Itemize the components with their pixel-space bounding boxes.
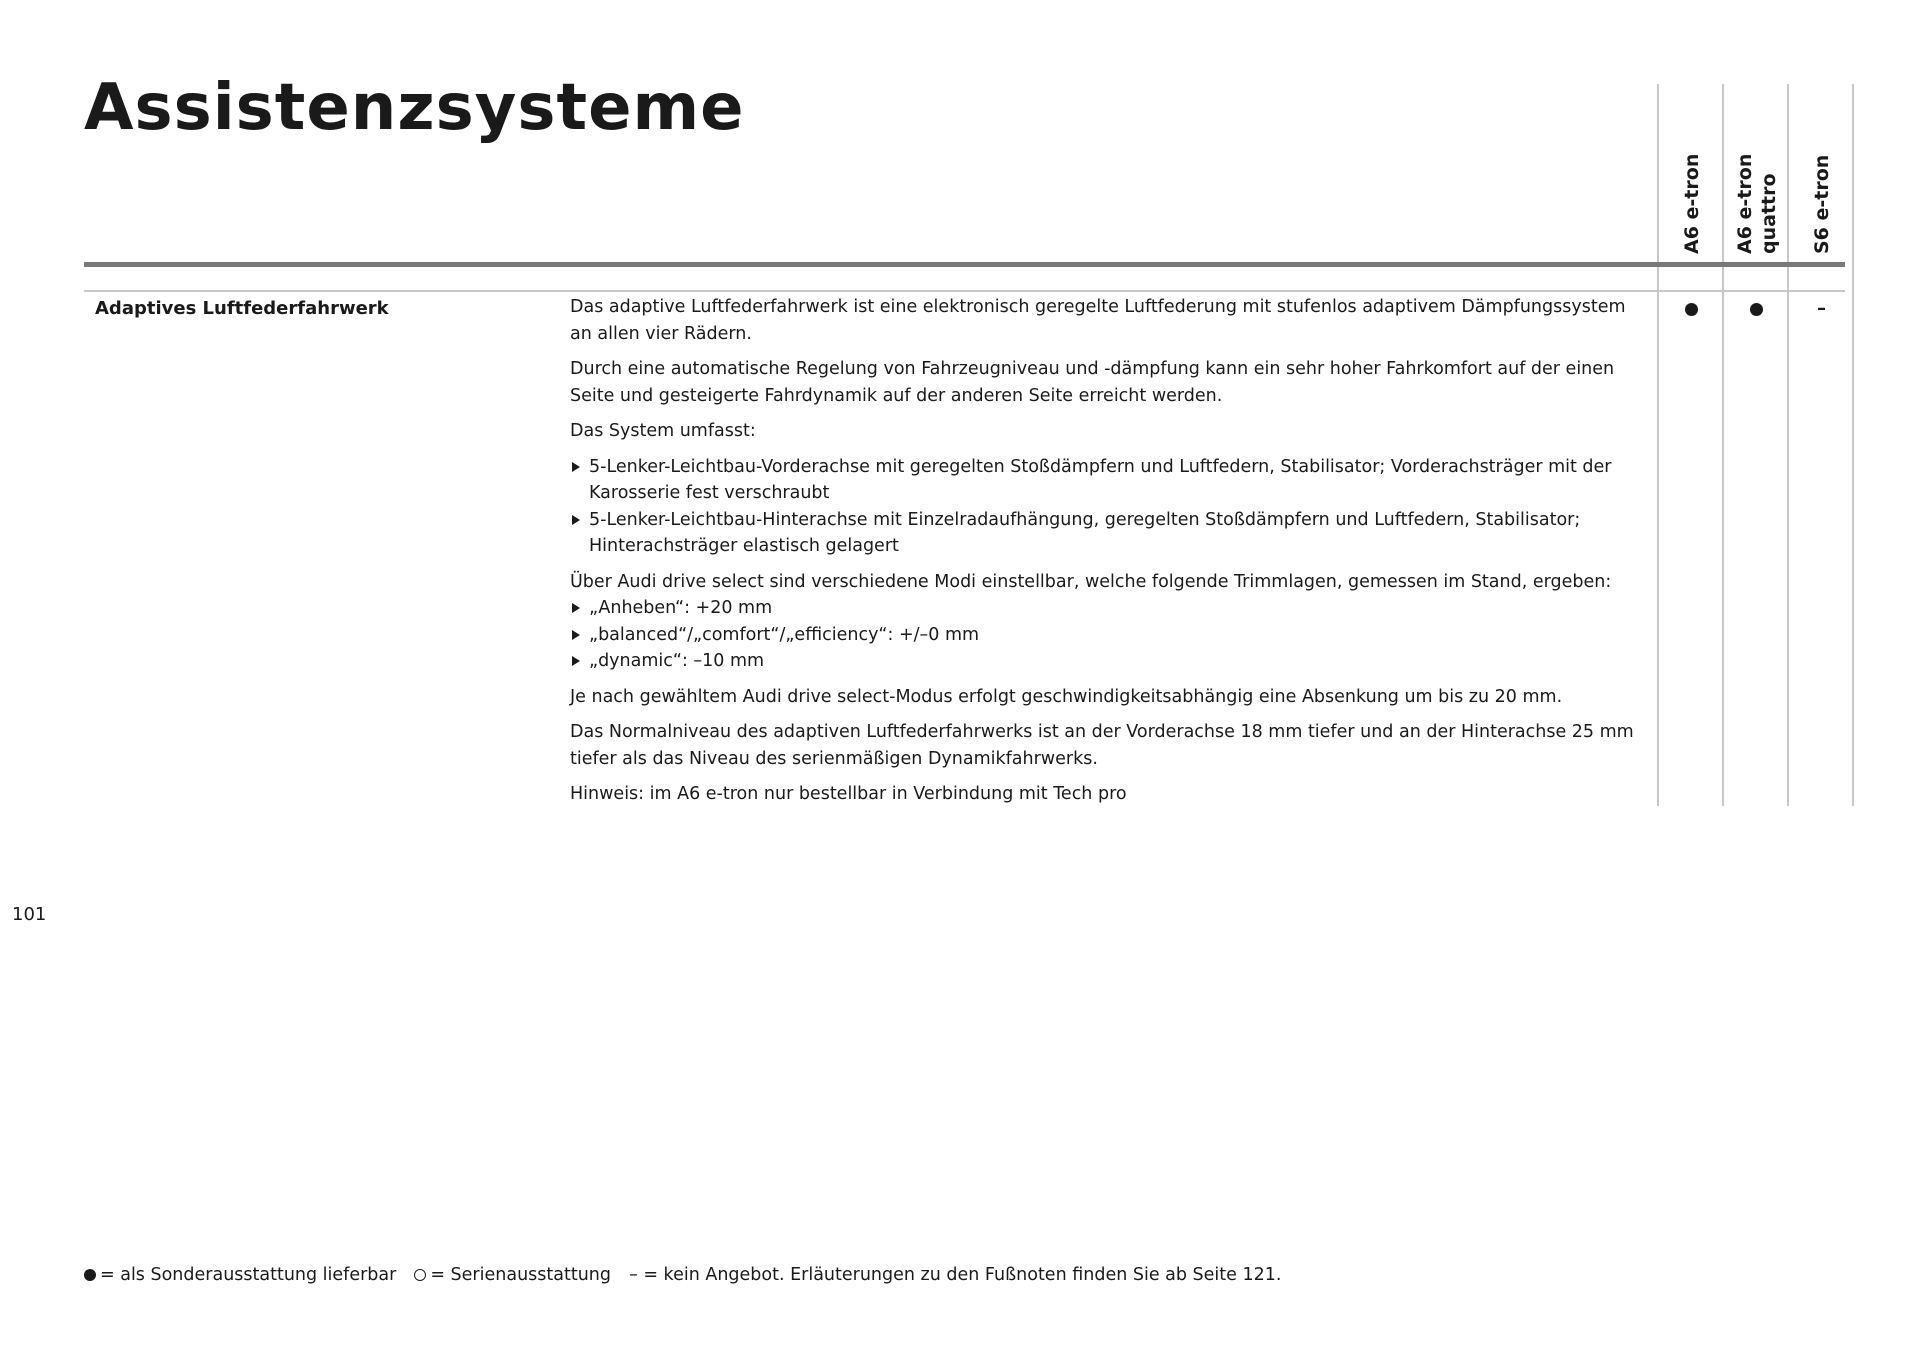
legend-dash: – <box>629 1265 638 1285</box>
optional-dot-icon <box>1685 303 1698 316</box>
row-rule <box>84 290 1845 292</box>
availability-s6-etron: – <box>1817 298 1826 319</box>
column-header-label: A6 e-tron quattro <box>1733 153 1780 254</box>
list-item: 5-Lenker-Leichtbau-Hinterachse mit Einzelradaufhängung, geregelten Stoßdämpfern und Luftfedern, Stabilisator; Hinterachsträger elastisch gelagert <box>570 507 1640 560</box>
column-header-label: S6 e-tron <box>1810 154 1833 254</box>
column-header-a6-etron <box>1659 84 1724 262</box>
description-paragraph: Je nach gewähltem Audi drive select-Modus erfolgt geschwindigkeitsabhängig eine Absenkung um bis zu 20 mm. <box>570 686 1563 707</box>
column-header-s6-etron <box>1789 84 1854 262</box>
list-item: „balanced“/„comfort“/„efficiency“: +/–0 mm <box>570 622 1640 649</box>
trim-levels-list <box>570 595 1640 675</box>
optional-dot-icon <box>1750 303 1763 316</box>
list-item: „Anheben“: +20 mm <box>570 595 1640 622</box>
page-title: Assistenzsysteme <box>84 71 745 145</box>
list-item: „dynamic“: –10 mm <box>570 648 1640 675</box>
description-block <box>570 418 1640 445</box>
empty-circle-icon <box>414 1269 426 1281</box>
list-item: 5-Lenker-Leichtbau-Vorderachse mit geregelten Stoßdämpfern und Luftfedern, Stabilisator; Vorderachsträger mit der Karosserie fest verschraubt <box>570 454 1640 507</box>
legend-none: = kein Angebot. Erläuterungen zu den Fußnoten finden Sie ab Seite 121. <box>643 1265 1282 1285</box>
description-paragraph: Das Normalniveau des adaptiven Luftfederfahrwerks ist an der Vorderachse 18 mm tiefer und an der Hinterachse 25 mm tiefer als das Niveau des serienmäßigen Dynamikfahrwerks. <box>570 722 1634 769</box>
feature-name: Adaptives Luftfederfahrwerk <box>95 298 389 319</box>
page-number: 101 <box>12 904 47 925</box>
filled-circle-icon <box>84 1269 96 1281</box>
availability-a6-etron <box>1659 296 1724 322</box>
availability-a6-etron-quattro <box>1724 296 1789 322</box>
description-paragraph: Durch eine automatische Regelung von Fahrzeugniveau und -dämpfung kann ein sehr hoher Fahrkomfort auf der einen Seite und gesteigerte Fahrdynamik auf der anderen Seite erreicht werden. <box>570 359 1615 406</box>
header-rule <box>84 262 1845 267</box>
description-paragraph: Hinweis: im A6 e-tron nur bestellbar in Verbindung mit Tech pro <box>570 784 1127 804</box>
legend <box>84 1262 1281 1288</box>
description-block <box>570 569 1640 675</box>
legend-standard: = Serienausstattung <box>430 1265 611 1285</box>
feature-description <box>570 294 1640 817</box>
system-components-list <box>570 454 1640 560</box>
description-paragraph: Das adaptive Luftfederfahrwerk ist eine elektronisch geregelte Luftfederung mit stufenlos adaptivem Dämpfungssystem an allen vier Rädern. <box>570 297 1626 344</box>
column-header-a6-etron-quattro <box>1724 84 1789 262</box>
column-header-label: A6 e-tron <box>1680 153 1703 254</box>
description-intro: Über Audi drive select sind verschiedene Modi einstellbar, welche folgende Trimmlagen, gemessen im Stand, ergeben: <box>570 571 1612 592</box>
legend-optional: = als Sonderausstattung lieferbar <box>100 1265 397 1285</box>
description-intro: Das System umfasst: <box>570 421 756 441</box>
